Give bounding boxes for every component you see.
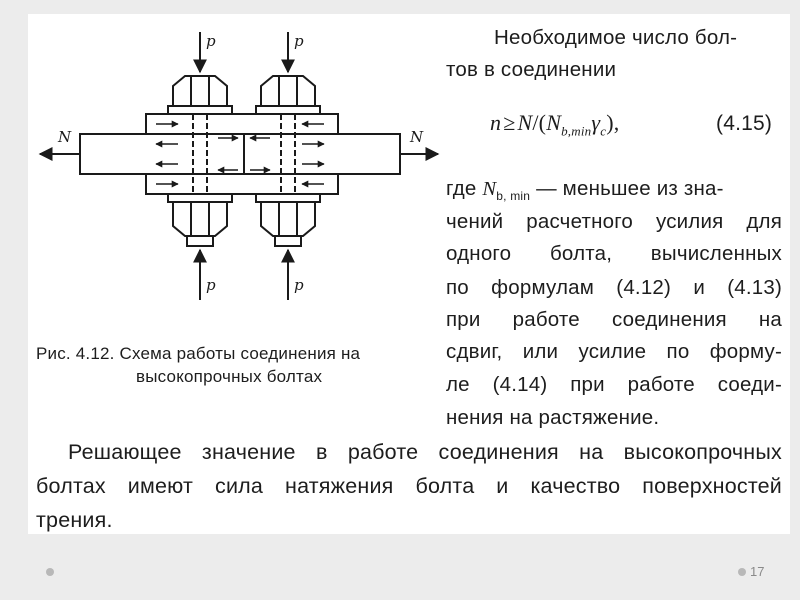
middle-plate — [80, 134, 400, 174]
text-line: ле (4.14) при работе соеди- — [446, 373, 782, 396]
page-number: 17 — [750, 564, 765, 579]
text-line: нения на растяжение. — [446, 406, 660, 429]
force-label-n: N — [58, 128, 72, 146]
force-label-n: N — [410, 128, 424, 146]
text-line: Необходимое число бол- — [494, 26, 738, 49]
text-line: при работе соединения на — [446, 308, 782, 331]
bolt-right — [256, 76, 320, 246]
force-label-p: p — [294, 32, 304, 50]
paragraph-line: болтах имеют сила натяжения болта и качество поверхностей — [36, 474, 782, 498]
force-label-p: p — [294, 276, 304, 294]
formula-4-15: $n\ge N/(N_{b,min}\gamma_c)$, — [490, 110, 620, 139]
caption-line-2: высокопрочных болтах — [136, 367, 323, 386]
caption-line-1: Рис. 4.12. Схема работы соединения на — [36, 344, 361, 363]
equation-number: (4.15) — [716, 112, 773, 135]
slide-dot-left — [46, 568, 54, 576]
bolt-left — [168, 76, 232, 246]
slide-dot-right — [738, 568, 746, 576]
force-label-p: p — [206, 276, 216, 294]
where-line: где $N_{b, min}$ — меньшее из зна- — [446, 177, 724, 204]
text-line: одного болта, вычисленных — [446, 242, 782, 265]
bolt-connection-diagram — [28, 14, 448, 324]
text-line: по формулам (4.12) и (4.13) — [446, 276, 782, 299]
paragraph-line: трения. — [36, 508, 113, 532]
figure-caption — [36, 344, 360, 387]
scanned-page — [28, 14, 790, 534]
text-line: сдвиг, или усилие по форму- — [446, 340, 782, 363]
text-line: чений расчетного усилия для — [446, 210, 782, 233]
force-label-p: p — [206, 32, 216, 50]
text-line: тов в соединении — [446, 58, 617, 81]
paragraph-line: Решающее значение в работе соединения на высокопрочных — [68, 440, 782, 464]
